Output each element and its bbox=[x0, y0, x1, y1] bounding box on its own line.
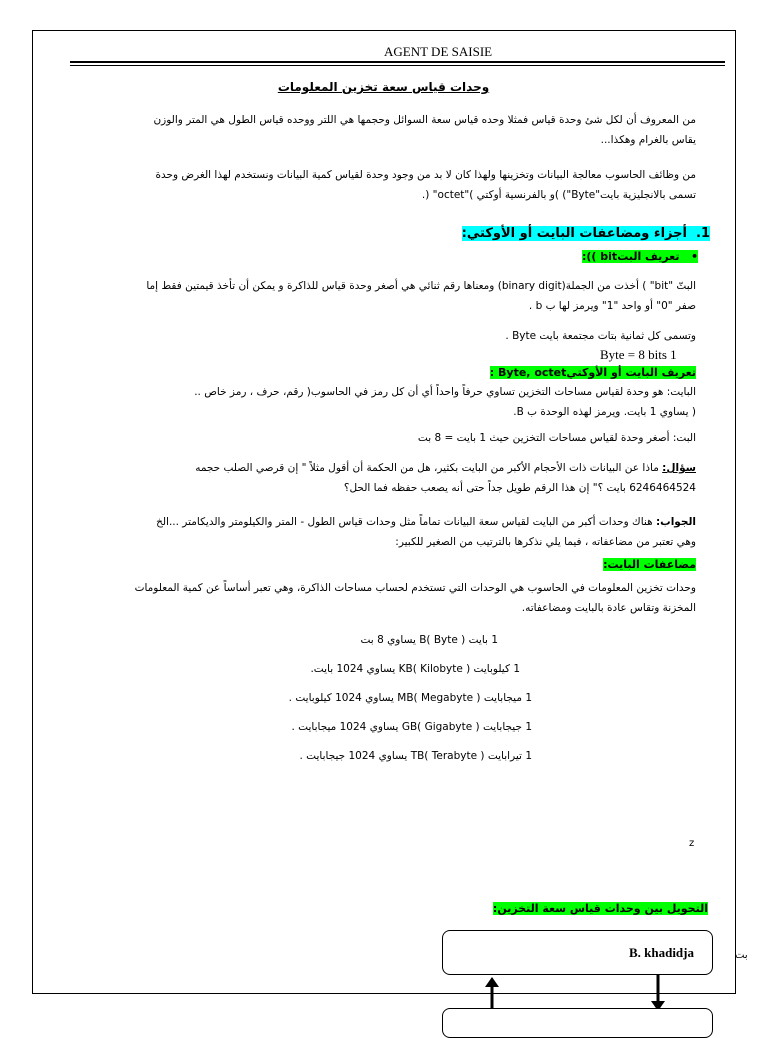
author-name: B. khadidja bbox=[628, 945, 694, 960]
intro-line-2: يقاس بالغرام وهكذا... bbox=[600, 134, 696, 146]
byte-heading: تعريف البايت أو الأوكتيByte, octet : bbox=[489, 366, 696, 379]
header-rule bbox=[70, 61, 725, 63]
storage-paragraph bbox=[66, 165, 696, 205]
section-1-heading bbox=[462, 226, 710, 241]
header-rule-thin bbox=[70, 65, 725, 66]
conversion-box bbox=[442, 1008, 713, 1038]
byte-intro: وتسمى كل ثمانية بتات مجتمعة بايت Byte . bbox=[505, 330, 696, 342]
down-arrow-icon bbox=[651, 975, 665, 1011]
byte-equation: Byte = 8 bits 1 bbox=[600, 347, 677, 362]
stray-character: z bbox=[689, 838, 695, 849]
multiples-line-1: وحدات تخزين المعلومات في الحاسوب هي الوحدات التي تستخدم لحساب مساحات الذاكرة، وهي تعبر أساساً عن كمية المعلومات bbox=[134, 582, 696, 594]
unit-gigabyte: 1 جيجابايت ( GB( Gigabyte يساوي 1024 ميجابايت . bbox=[291, 721, 532, 733]
bit-definition bbox=[56, 276, 696, 316]
question-line-1: ماذا عن البيانات ذات الأحجام الأكبر من البايت بكثير، هل من الحكمة أن أقول مثلاً " إن قرصي الصلب حجمه bbox=[195, 462, 659, 474]
multiples-paragraph bbox=[56, 578, 696, 618]
page-header: AGENT DE SAISIE bbox=[384, 44, 493, 59]
byte-line-1: البايت: هو وحدة لقياس مساحات التخزين تساوي حرفاً واحداً أي أن كل رمز في الحاسوب( رقم، حرف ، رمز خاص .. bbox=[194, 386, 696, 398]
byte-line-2: ( يساوي 1 بايت. ويرمز لهذه الوحدة ب B. bbox=[513, 406, 696, 418]
unit-terabyte: 1 تيرابايت ( TB( Terabyte يساوي 1024 جيجابايت . bbox=[299, 750, 532, 762]
bit-line-2: صفر "0" أو واحد "1" ويرمز لها ب b . bbox=[528, 300, 696, 312]
question-label: سؤال: bbox=[662, 462, 696, 474]
answer-line-2: وهي تعتبر من مضاعفاته ، فيما يلي نذكرها بالترتيب من الصغير للكبير: bbox=[395, 536, 696, 548]
section-title: أجزاء ومضاعفات البايت أو الأوكتي: bbox=[461, 226, 687, 241]
conversion-heading: التحويل بين وحدات قياس سعة التخزين: bbox=[492, 902, 708, 915]
question-line-2: 6246464524 بايت ؟" إن هذا الرقم طويل جداً حتى أنه يصعب حفظه فما الحل؟ bbox=[343, 482, 696, 494]
storage-line-2: تسمى بالانجليزية بايت"Byte") )و بالفرنسية أوكتي )"octet" (. bbox=[421, 189, 696, 201]
multiples-line-2: المخزنة وتقاس عادة بالبايت ومضاعفاته. bbox=[521, 602, 696, 614]
answer-label: الجواب: bbox=[655, 516, 696, 528]
bit-subheading: • تعريف البتbit )): bbox=[581, 250, 698, 263]
unit-megabyte: 1 ميجابايت ( MB( Megabyte يساوي 1024 كيلوبايت . bbox=[288, 692, 532, 704]
storage-line-1: من وظائف الحاسوب معالجة البيانات وتخزينها ولهذا كان لا بد من وجود وحدة لقياس كمية البيانات ونستخدم لهذا الغرض وحدة bbox=[155, 169, 696, 181]
unit-byte: 1 بايت ( B( Byte يساوي 8 بت bbox=[360, 634, 498, 646]
bit-line-1: البتّ "bit" ) أخذت من الجملة(binary digit) ومعناها رقم ثنائي هي أصغر وحدة قياس للذاكرة و يمكن أن تأخذ قيمتين فقط إما bbox=[146, 280, 696, 292]
side-fragment: بت bbox=[735, 950, 748, 961]
intro-line-1: من المعروف أن لكل شئ وحدة قياس فمثلا وحده قياس سعة السوائل وحجمها هي اللتر ووحده قياس الطول هي المتر والوزن bbox=[153, 114, 696, 126]
section-number: 1. bbox=[696, 226, 710, 241]
answer-block bbox=[56, 512, 696, 552]
answer-line-1: هناك وحدات أكبر من البايت لقياس سعة البيانات تماماً مثل وحدات قياس الطول - المتر والكيلومتر والديكامتر ...الخ bbox=[156, 516, 653, 528]
name-box bbox=[442, 930, 713, 975]
bit-summary: البت: أصغر وحدة لقياس مساحات التخزين حيث 1 بايت = 8 بت bbox=[417, 432, 696, 444]
question-block bbox=[56, 458, 696, 498]
unit-kilobyte: 1 كيلوبايت ( KB( Kilobyte يساوي 1024 بايت. bbox=[310, 663, 520, 675]
byte-definition bbox=[56, 382, 696, 422]
intro-paragraph bbox=[66, 110, 696, 150]
document-title: وحدات قياس سعة تخزين المعلومات bbox=[277, 80, 490, 94]
multiples-heading: مضاعفات البايت: bbox=[603, 558, 696, 571]
